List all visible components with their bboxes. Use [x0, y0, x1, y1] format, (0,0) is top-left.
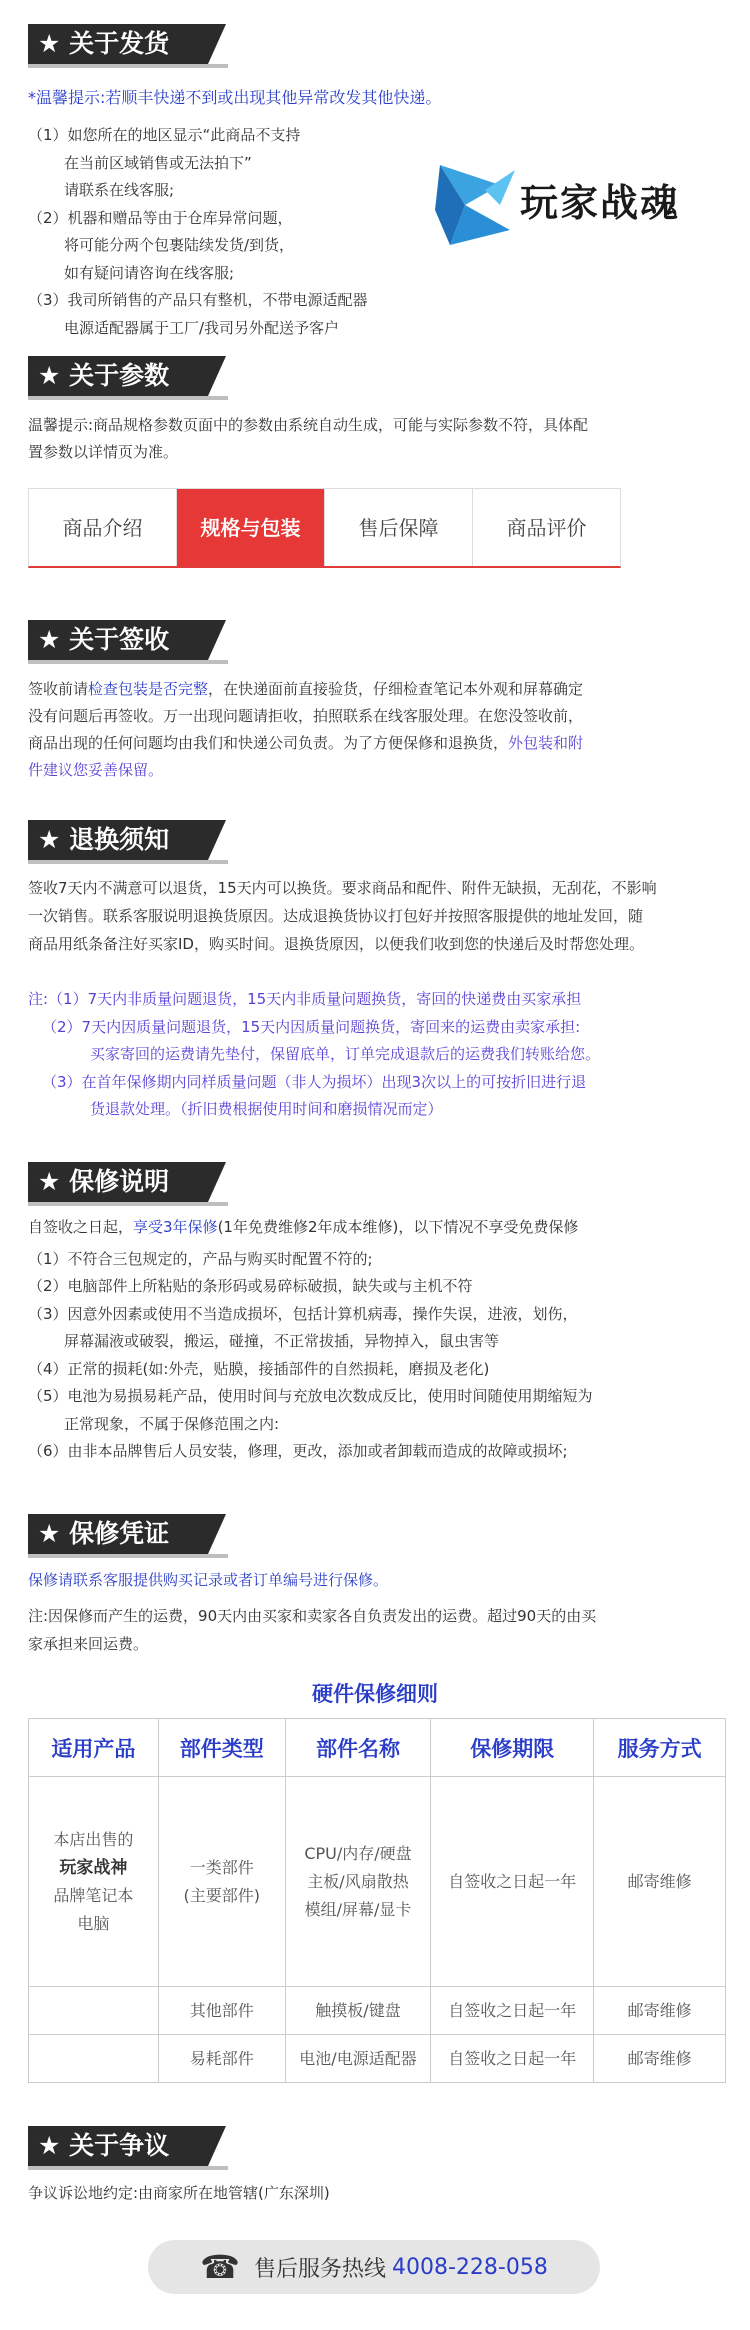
brand-logo	[430, 150, 700, 250]
hotline-bar[interactable]	[148, 2240, 600, 2294]
section-title: 保修凭证	[69, 1519, 170, 1548]
telephone-icon: ☎	[200, 2248, 240, 2286]
signing-text: 签收前请检查包装是否完整，在快递面前直接验货，仔细检查笔记本外观和屏幕确定 没有问题后再签收。万一出现问题请拒收，拍照联系在线客服处理。在您没签收前， 商品出现的任何问题均由我们和快递公司负责。为了方便保修和退换货，外包装和附 件建议您妥善保留。	[28, 680, 584, 779]
section-header-params	[28, 356, 208, 396]
table-header-cell: 保修期限	[431, 1719, 594, 1777]
section-title: 退换须知	[69, 825, 170, 854]
section-header-voucher	[28, 1514, 208, 1554]
star-icon: ★	[38, 2131, 70, 2160]
table-row: 其他部件 触摸板/键盘 自签收之日起一年 邮寄维修	[29, 1987, 726, 2035]
section-title: 关于发货	[69, 29, 170, 58]
tab-product-intro[interactable]: 商品介绍	[29, 489, 177, 566]
section-header-returns	[28, 820, 208, 860]
section-header-shipping	[28, 24, 208, 64]
section-header-signing	[28, 620, 208, 660]
table-header-row	[29, 1719, 726, 1777]
star-icon: ★	[38, 825, 70, 854]
star-icon: ★	[38, 361, 70, 390]
voucher-text: 保修请联系客服提供购买记录或者订单编号进行保修。 注:因保修而产生的运费，90天内由买家和卖家各自负责发出的运费。超过90天的由买 家承担来回运费。	[28, 1571, 597, 1653]
warranty-text: 自签收之日起，享受3年保修(1年免费维修2年成本维修)，以下情况不享受免费保修 （1）不符合三包规定的，产品与购买时配置不符的; （2）电脑部件上所粘贴的条形码或易碎标破损，缺失或与主机不符 （3）因意外因素或使用不当造成损坏，包括计算机病毒，操作失误，进液，划伤， 屏幕漏液或破裂，搬运，碰撞，不正常拔插，异物掉入，鼠虫害等 （4）正常的损耗(如:外壳，贴膜，接插部件的自然损耗，磨损及老化) （5）电池为易损易耗产品，使用时间与充放电次数成反比，使用时间随使用期缩短为 正常现象，不属于保修范围之内: （6）由非本品牌售后人员安装，修理，更改，添加或者卸载而造成的故障或损坏;	[28, 1218, 593, 1460]
section-title: 关于签收	[69, 625, 170, 654]
shipping-tip: *温馨提示:若顺丰快递不到或出现其他异常改发其他快递。	[28, 88, 442, 107]
shipping-items: （1）如您所在的地区显示“此商品不支持 在当前区域销售或无法拍下” 请联系在线客服; （2）机器和赠品等由于仓库异常问题， 将可能分两个包裹陆续发货/到货， 如有疑问请咨询在线客服; （3）我司所销售的产品只有整机，不带电源适配器 电源适配器属于工厂/我司另外配送予客户	[28, 126, 368, 337]
star-icon: ★	[38, 1167, 70, 1196]
star-icon: ★	[38, 625, 70, 654]
dispute-text: 争议诉讼地约定:由商家所在地管辖(广东深圳)	[28, 2184, 330, 2202]
params-text: 温馨提示:商品规格参数页面中的参数由系统自动生成，可能与实际参数不符，具体配 置参数以详情页为准。	[28, 416, 589, 461]
returns-notes: 注:（1）7天内非质量问题退货，15天内非质量问题换货，寄回的快递费由买家承担 （2）7天内因质量问题退货，15天内因质量问题换货，寄回来的运费由卖家承担: 买家寄回的运费请先垫付，保留底单，订单完成退款后的运费我们转账给您。 （3）在首年保修期内同样质量问题（非人为损坏）出现3次以上的可按折旧进行退 货退款处理。（折旧费根据使用时间和磨损情况而定）	[28, 990, 601, 1118]
table-header-cell: 服务方式	[594, 1719, 726, 1777]
tab-specs-packaging[interactable]: 规格与包装	[177, 489, 325, 566]
section-header-dispute	[28, 2126, 208, 2166]
star-icon: ★	[38, 29, 70, 58]
hotline-number[interactable]: 4008-228-058	[392, 2254, 548, 2280]
section-title: 关于参数	[69, 361, 170, 390]
product-cell: 本店出售的 玩家战神 品牌笔记本 电脑	[29, 1777, 159, 1987]
tab-reviews[interactable]: 商品评价	[506, 516, 587, 540]
table-title: 硬件保修细则	[312, 1682, 438, 1706]
product-tabs	[28, 488, 621, 568]
returns-text: 签收7天内不满意可以退货，15天内可以换货。要求商品和配件、附件无缺损，无刮花，不影响 一次销售。联系客服说明退换货原因。达成退换货协议打包好并按照客服提供的地址发回，随 商品用纸条备注好买家ID，购买时间。退换货原因，以便我们收到您的快递后及时帮您处理。	[28, 879, 657, 953]
section-title: 保修说明	[69, 1167, 170, 1196]
logo-mark-icon	[430, 150, 520, 250]
table-header-cell: 部件类型	[158, 1719, 285, 1777]
hotline-label: 售后服务热线	[253, 2256, 386, 2282]
table-row: 易耗部件 电池/电源适配器 自签收之日起一年 邮寄维修	[29, 2035, 726, 2083]
table-row: 本店出售的 玩家战神 品牌笔记本 电脑 一类部件 (主要部件) CPU/内存/硬盘 主板/风扇散热 模组/屏幕/显卡 自签收之日起一年 邮寄维修	[29, 1777, 726, 1987]
section-title: 关于争议	[69, 2131, 170, 2160]
logo-text: 玩家战魂	[520, 181, 681, 225]
star-icon: ★	[38, 1519, 70, 1548]
table-header-cell: 部件名称	[285, 1719, 431, 1777]
tab-after-sales[interactable]: 售后保障	[325, 489, 473, 566]
section-header-warranty	[28, 1162, 208, 1202]
warranty-table	[28, 1718, 726, 2083]
table-header-cell: 适用产品	[29, 1719, 159, 1777]
